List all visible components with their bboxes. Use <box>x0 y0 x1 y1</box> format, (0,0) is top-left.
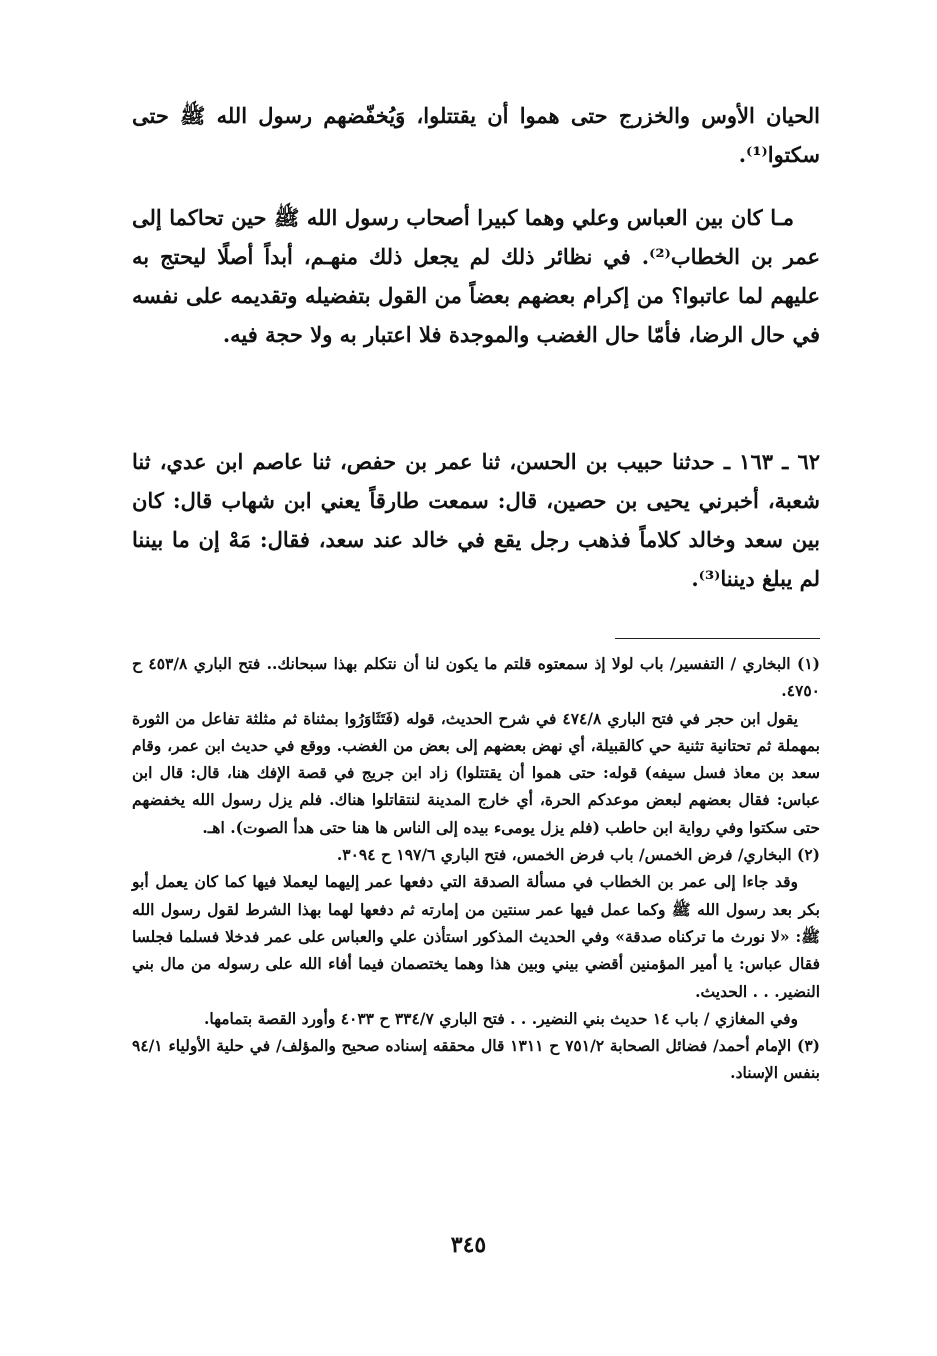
footnote-1-commentary: يقول ابن حجر في فتح الباري ٤٧٤/٨ في شرح الحديث، قوله (فَتَثَاوَرُوا بمثناة ثم مثلثة تفاعل من الثورة بمهملة ثم تحتانية تثنية حي كالقبيلة، أي نهض بعضهم إلى بعض من الغضب. ووقع في حديث ابن عمر، وقام سعد بن معاذ فسل سيفه) قوله: حتى هموا أن يقتتلوا) زاد ابن جريج في قصة الإفك هنا، قال: قال ابن عباس: فقال بعضهم لبعض موعدكم الحرة، أي خارج المدينة لنتقاتلوا هناك. فلم يزل رسول الله يخفضهم حتى سكتوا وفي رواية ابن حاطب (فلم يزل يومىء بيده إلى الناس ها هنا حتى هدأ الصوت). اهـ. <box>132 708 820 837</box>
footnote-2-commentary: وقد جاءا إلى عمر بن الخطاب في مسألة الصدقة التي دفعها عمر إليهما ليعملا فيها كما كان يعمل أبو بكر بعد رسول الله ﷺ وكما عمل فيها عمر سنتين من إمارته ثم دفعها لهما بهذا الشرط لقول رسول الله ﷺ: «لا نورث ما تركناه صدقة» وفي الحديث المذكور استأذن علي والعباس على عمر فدخلا فسلما فجلسا فقال عباس: يا أمير المؤمنين أقضي بيني وبين هذا وهما يختصمان فيما أفاء الله على رسوله من مال بني النضير. . . الحديث. <box>132 872 820 1001</box>
page-number: ٣٤٥ <box>450 1232 487 1258</box>
footnote-1: (١) البخاري / التفسير/ باب لولا إذ سمعتوه قلتم ما يكون لنا أن نتكلم بهذا سبحانك.. فتح الباري ٤٥٣/٨ ح ٤٧٥٠. <box>132 654 820 701</box>
footnote-separator <box>615 638 820 639</box>
footnote-2: (٢) البخاري/ فرض الخمس/ باب فرض الخمس، فتح الباري ١٩٧/٦ ح ٣٠٩٤. <box>336 845 820 865</box>
footnote-2-additional: وفي المغازي / باب ١٤ حديث بني النضير. . . فتح الباري ٣٣٤/٧ ح ٤٠٣٣ وأورد القصة بتمامها. <box>203 1008 798 1028</box>
body-paragraph-1: الحيان الأوس والخزرج حتى هموا أن يقتتلوا، وَيُخفّضهم رسول الله ﷺ حتى سكتوا⁽¹⁾. <box>132 103 820 167</box>
footnote-3: (٣) الإمام أحمد/ فضائل الصحابة ٧٥١/٢ ح ١٣١١ قال محققه إسناده صحيح والمؤلف/ في حلية الأولياء ٩٤/١ بنفس الإسناد. <box>132 1036 820 1083</box>
body-paragraph-2: مـا كان بين العباس وعلي وهما كبيرا أصحاب رسول الله ﷺ حين تحاكما إلى عمر بن الخطاب⁽²⁾. في نظائر ذلك لم يجعل ذلك منهـم، أبداً أصلًا ليحتج به عليهم لما عاتبوا؟ من إكرام بعضهم بعضاً من القول بتفضيله وتقديمه على نفسه في حال الرضا، فأمّا حال الغضب والموجدة فلا اعتبار به ولا حجة فيه. <box>132 205 821 347</box>
body-paragraph-hadith-163: ٦٢ ـ ١٦٣ ـ حدثنا حبيب بن الحسن، ثنا عمر بن حفص، ثنا عاصم ابن عدي، ثنا شعبة، أخبرني يحيى بن حصين، قال: سمعت طارقاً يعني ابن شهاب قال: كان بين سعد وخالد كلاماً فذهب رجل يقع في خالد عند سعد، فقال: مَهْ إن ما بيننا لم يبلغ ديننا⁽³⁾. <box>132 449 821 591</box>
footnotes-section <box>132 650 820 1087</box>
